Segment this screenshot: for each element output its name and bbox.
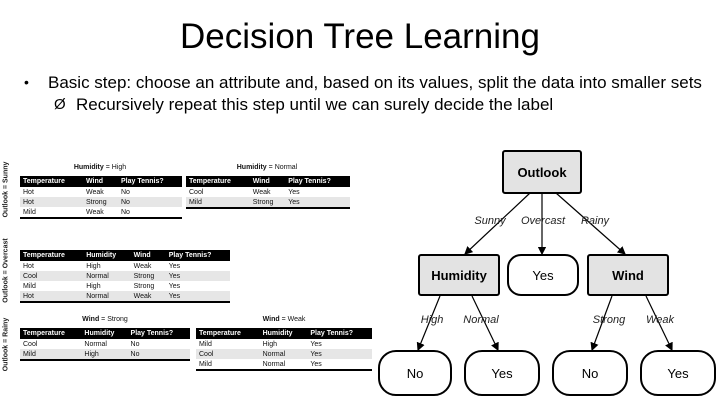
column-header: Wind [131, 250, 166, 261]
humidity-node: Humidity [418, 254, 500, 296]
table-cell: No [120, 188, 130, 196]
column-header: Temperature [20, 328, 81, 339]
leaf-weak-node: Yes [640, 350, 716, 396]
table-cell: Cool [196, 349, 260, 359]
column-header: Play Tennis? [307, 328, 372, 339]
table-cell: Normal [83, 291, 130, 302]
outlook-sunny-label: Outlook = Sunny [2, 161, 10, 218]
table-cell: No [130, 340, 140, 348]
table-cell: Strong [133, 282, 155, 290]
column-header: Temperature [196, 328, 260, 339]
table-cell: Yes [285, 197, 350, 208]
table-cell: Mild [199, 340, 212, 348]
edge-label-rainy: Rainy [580, 215, 610, 227]
humidity-normal-subtitle: Humidity = Normal [236, 164, 298, 171]
table-cell: Yes [288, 188, 300, 196]
leaf-strong-node: No [552, 350, 628, 396]
table-cell: Yes [307, 349, 372, 359]
table-cell: Hot [20, 197, 83, 207]
sub-bullet-text: Recursively repeat this step until we can surely decide the label [76, 95, 554, 114]
bullet-dot: • [24, 74, 29, 90]
table-cell: Mild [196, 359, 260, 370]
table-cell: Yes [166, 291, 230, 302]
column-header: Humidity [260, 328, 308, 339]
table-cell: Cool [20, 271, 83, 281]
column-header: Play Tennis? [128, 328, 190, 339]
table-cell: Mild [20, 207, 83, 218]
table-cell: Strong [131, 271, 166, 281]
table-cell: Yes [168, 282, 181, 290]
table-cell: Hot [23, 262, 34, 270]
table-cell: Weak [131, 291, 166, 302]
table-cell: Weak [252, 188, 271, 196]
arrow-bullet-icon: Ø [54, 96, 66, 113]
table-cell: Cool [23, 340, 38, 348]
leaf-high-node: No [378, 350, 452, 396]
wind-weak-subtitle: Wind = Weak [262, 316, 306, 323]
column-header: Play Tennis? [285, 176, 350, 187]
table-cell: Yes [166, 271, 230, 281]
column-header: Temperature [20, 176, 83, 187]
overcast-leaf-node: Yes [507, 254, 579, 296]
table-cell: Strong [250, 197, 285, 208]
table-cell: No [118, 197, 182, 207]
table-cell: High [262, 340, 277, 348]
table-cell: Weak [83, 207, 118, 218]
table-cell: Hot [20, 291, 83, 302]
column-header: Wind [250, 176, 285, 187]
humidity-high-subtitle: Humidity = High [73, 164, 127, 171]
edge-label-sunny: Sunny [474, 215, 506, 227]
slide-title: Decision Tree Learning [180, 17, 540, 56]
column-header: Play Tennis? [118, 176, 182, 187]
edge-label-normal: Normal [463, 314, 499, 326]
column-header: Humidity [81, 328, 127, 339]
outlook-rainy-label: Outlook = Rainy [2, 317, 10, 372]
table-cell: Weak [85, 188, 104, 196]
table-cell: Normal [84, 340, 107, 348]
column-header: Wind [83, 176, 118, 187]
table-cell: No [118, 207, 182, 218]
table-cell: Normal [83, 271, 130, 281]
table-cell: Yes [168, 262, 181, 270]
table-cell: Mild [20, 349, 81, 360]
table-cell: Yes [307, 359, 372, 370]
leaf-normal-node: Yes [464, 350, 540, 396]
wind-node: Wind [587, 254, 669, 296]
column-header: Humidity [83, 250, 130, 261]
column-header: Temperature [20, 250, 83, 261]
table-cell: Normal [260, 349, 308, 359]
outlook-overcast-label: Outlook = Overcast [2, 238, 10, 303]
edge-label-weak: Weak [646, 314, 674, 326]
column-header: Play Tennis? [166, 250, 230, 261]
table-cell: High [86, 262, 101, 270]
table-cell: Cool [189, 188, 204, 196]
edge-label-overcast: Overcast [520, 215, 565, 227]
table-cell: Mild [23, 282, 36, 290]
edge-label-strong: Strong [592, 314, 626, 326]
table-cell: Strong [83, 197, 118, 207]
table-cell: Normal [260, 359, 308, 370]
table-cell: No [128, 349, 190, 360]
edge-label-high: High [420, 314, 444, 326]
wind-strong-subtitle: Wind = Strong [82, 316, 128, 323]
table-cell: Yes [310, 340, 322, 348]
bullet-text: Basic step: choose an attribute and, based on its values, split the data into smaller sets [48, 73, 702, 92]
table-cell: High [86, 282, 101, 290]
outlook-node: Outlook [502, 150, 582, 194]
table-cell: Hot [23, 188, 34, 196]
column-header: Temperature [186, 176, 250, 187]
table-cell: Weak [133, 262, 152, 270]
table-cell: High [81, 349, 127, 360]
table-cell: Mild [186, 197, 250, 208]
